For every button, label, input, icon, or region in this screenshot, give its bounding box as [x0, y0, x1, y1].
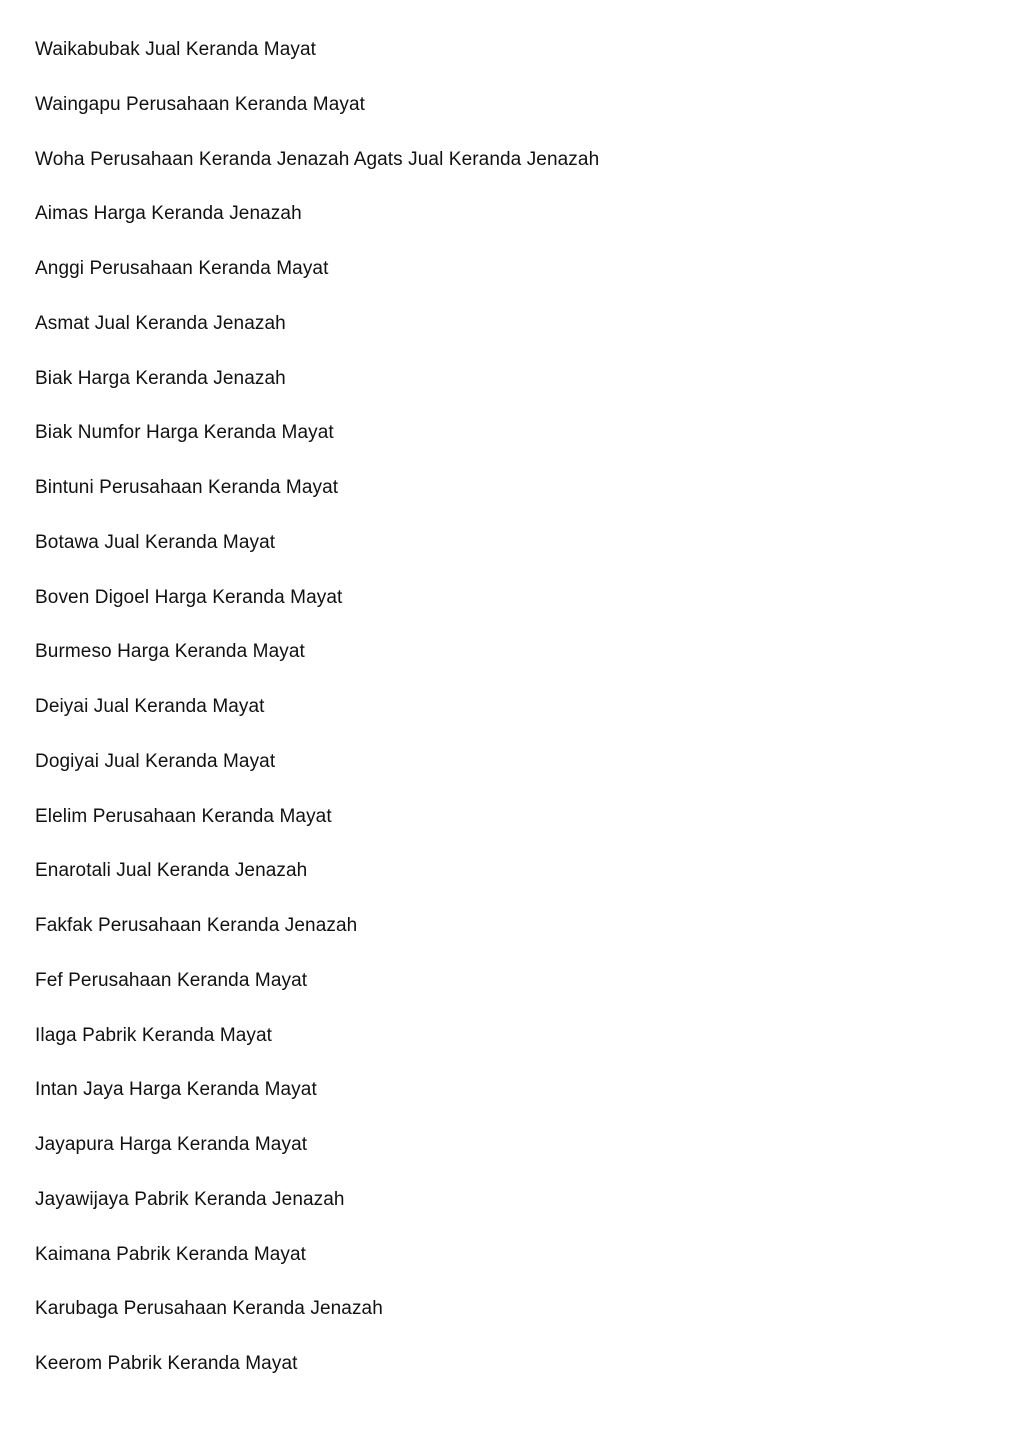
text-line: Waikabubak Jual Keranda Mayat [35, 39, 317, 60]
text-line: Boven Digoel Harga Keranda Mayat [35, 586, 343, 608]
text-line-list [35, 36, 599, 1405]
text-line: Intan Jaya Harga Keranda Mayat [35, 1079, 317, 1101]
text-line: Biak Harga Keranda Jenazah [35, 367, 286, 389]
text-line: Bintuni Perusahaan Keranda Mayat [35, 477, 339, 498]
text-line: Dogiyai Jual Keranda Mayat [35, 750, 276, 772]
text-line: Keerom Pabrik Keranda Mayat [35, 1353, 298, 1374]
text-line: Biak Numfor Harga Keranda Mayat [35, 422, 334, 444]
text-line: Karubaga Perusahaan Keranda Jenazah [35, 1298, 383, 1320]
text-line: Enarotali Jual Keranda Jenazah [35, 860, 308, 882]
text-line: Elelim Perusahaan Keranda Mayat [35, 805, 332, 827]
text-line: Kaimana Pabrik Keranda Mayat [35, 1243, 307, 1265]
text-line: Asmat Jual Keranda Jenazah [35, 312, 286, 334]
text-line: Jayapura Harga Keranda Mayat [35, 1134, 308, 1155]
text-line: Ilaga Pabrik Keranda Mayat [35, 1024, 273, 1046]
text-line: Waingapu Perusahaan Keranda Mayat [35, 93, 366, 115]
text-line: Deiyai Jual Keranda Mayat [35, 696, 265, 717]
text-line: Anggi Perusahaan Keranda Mayat [35, 258, 329, 279]
text-line: Fakfak Perusahaan Keranda Jenazah [35, 915, 358, 936]
text-line: Fef Perusahaan Keranda Mayat [35, 969, 308, 991]
text-line: Burmeso Harga Keranda Mayat [35, 641, 305, 663]
text-line: Jayawijaya Pabrik Keranda Jenazah [35, 1188, 345, 1210]
text-line: Botawa Jual Keranda Mayat [35, 531, 276, 553]
text-line: Woha Perusahaan Keranda Jenazah Agats Jual Keranda Jenazah [35, 148, 600, 170]
text-line: Aimas Harga Keranda Jenazah [35, 203, 302, 225]
